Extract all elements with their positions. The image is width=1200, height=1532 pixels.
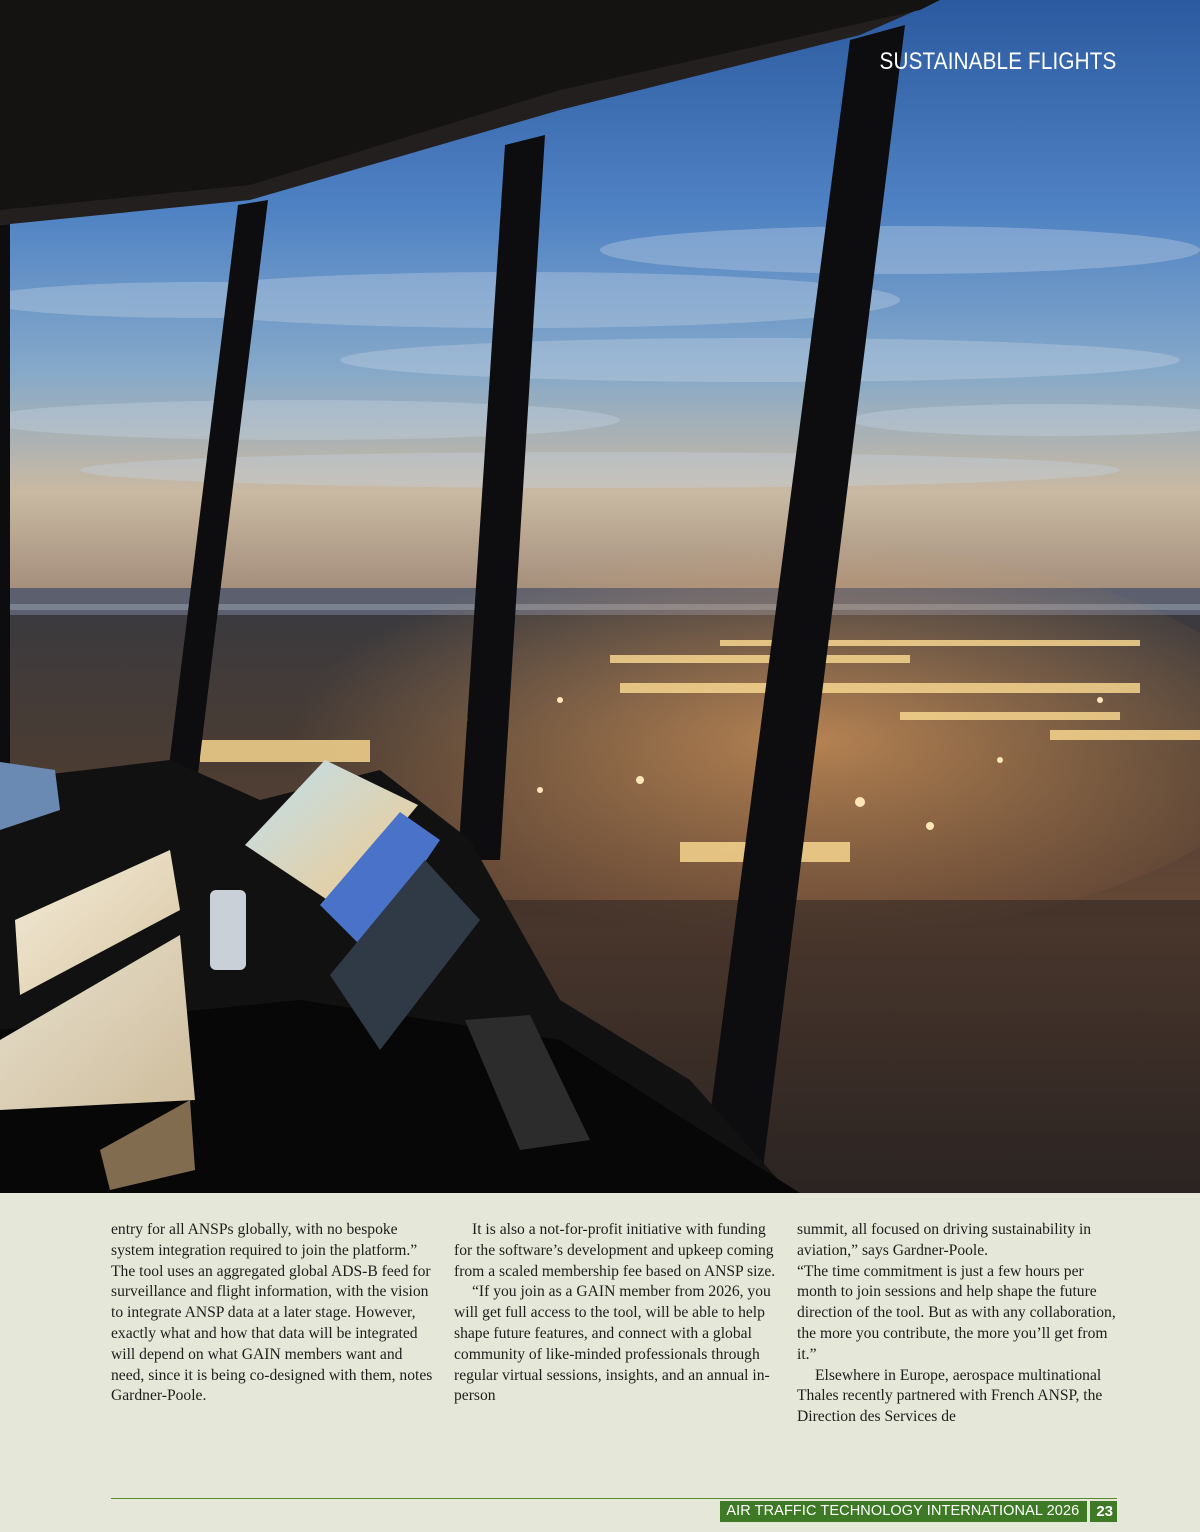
paragraph: “If you join as a GAIN member from 2026, you will get full access to the tool, will be able to help shape future features, and connect with a global community of like-minded professionals through regular virtual sessions, insights, and an annual in-person — [454, 1283, 771, 1405]
paragraph: “The time commitment is just a few hours per month to join sessions and help shape the future direction of the tool. But as with any collaboration, the more you contribute, the more you’ll get from it.” — [797, 1262, 1116, 1363]
footer-rule — [111, 1498, 1117, 1499]
section-tag: SUSTAINABLE FLIGHTS — [879, 48, 1116, 75]
page-footer — [720, 1501, 1117, 1522]
paragraph: summit, all focused on driving sustainability in aviation,” says Gardner-Poole. — [797, 1221, 1092, 1259]
article-column-1 — [111, 1220, 433, 1407]
paragraph: It is also a not-for-profit initiative with funding for the software’s development and upkeep coming from a scaled membership fee based on ANSP size. — [454, 1221, 776, 1280]
paragraph: Elsewhere in Europe, aerospace multinational Thales recently partnered with French ANSP, the Direction des Services de — [797, 1366, 1103, 1426]
article-column-3 — [797, 1220, 1119, 1428]
article-column-2 — [454, 1220, 776, 1407]
article-body — [111, 1220, 1117, 1480]
paragraph: entry for all ANSPs globally, with no bespoke system integration required to join the platform.” The tool uses an aggregated global ADS-B feed for surveillance and flight information, with the vision to integrate ANSP data at a later stage. However, exactly what and how that data will be integrated will depend on what GAIN members want and need, since it is being co-designed with them, notes Gardner-Poole. — [111, 1221, 433, 1405]
page-number: 23 — [1090, 1501, 1117, 1522]
magazine-title: AIR TRAFFIC TECHNOLOGY INTERNATIONAL 2026 — [720, 1501, 1087, 1522]
